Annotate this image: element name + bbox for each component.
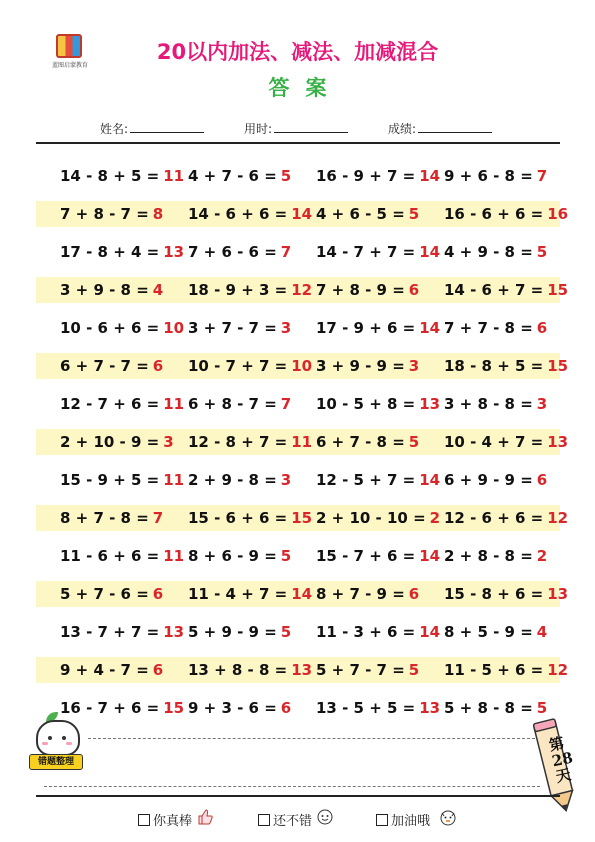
equation-item [188, 613, 291, 651]
answer-value: 14 [291, 585, 313, 603]
equation-item [60, 575, 163, 613]
equation-item [188, 157, 291, 195]
equation-text: 9 + 6 - 8 = [444, 167, 533, 185]
answer-value: 2 [536, 547, 548, 565]
equation-item [444, 271, 568, 309]
equation-item [188, 233, 291, 271]
answer-value: 6 [408, 281, 420, 299]
equation-text: 7 + 8 - 9 = [316, 281, 405, 299]
equation-text: 3 + 9 - 8 = [60, 281, 149, 299]
answer-value: 7 [280, 243, 292, 261]
notes-bottom-line [44, 786, 540, 787]
answer-value: 14 [419, 547, 441, 565]
answer-value: 14 [419, 243, 441, 261]
equation-row [36, 195, 569, 233]
equation-text: 4 + 6 - 5 = [316, 205, 405, 223]
equation-row [36, 537, 560, 575]
equation-row [36, 423, 569, 461]
answer-value: 8 [152, 205, 164, 223]
equation-item [60, 309, 184, 347]
equation-text: 11 - 6 + 6 = [60, 547, 160, 565]
equation-text: 2 + 9 - 8 = [188, 471, 277, 489]
answer-value: 14 [419, 167, 441, 185]
equation-text: 15 - 6 + 6 = [188, 509, 288, 527]
checkbox[interactable] [138, 814, 150, 826]
page-title: 20以内加法、减法、加减混合 [156, 40, 439, 64]
answer-value: 6 [536, 319, 548, 337]
equation-item [188, 195, 312, 233]
equation-item [316, 423, 419, 461]
rating-great-label: 你真棒 [153, 814, 193, 829]
answer-value: 11 [163, 167, 185, 185]
equation-item [188, 499, 312, 537]
equation-text: 10 - 7 + 7 = [188, 357, 288, 375]
answer-value: 5 [280, 623, 292, 641]
equation-text: 8 + 6 - 9 = [188, 547, 277, 565]
score-blank[interactable] [418, 120, 492, 133]
page-subtitle: 答案 [268, 76, 343, 100]
equation-item [444, 651, 568, 689]
equation-text: 14 - 8 + 5 = [60, 167, 160, 185]
rating-keep-going-label: 加油哦 [391, 814, 431, 829]
equation-text: 16 - 6 + 6 = [444, 205, 544, 223]
equation-text: 14 - 6 + 6 = [188, 205, 288, 223]
answer-value: 14 [419, 623, 441, 641]
equation-text: 7 + 6 - 6 = [188, 243, 277, 261]
equation-item [316, 461, 440, 499]
answer-value: 11 [163, 395, 185, 413]
equation-text: 5 + 7 - 6 = [60, 585, 149, 603]
equation-item [316, 689, 440, 727]
equation-text: 8 + 7 - 8 = [60, 509, 149, 527]
time-blank[interactable] [274, 120, 348, 133]
answer-value: 4 [536, 623, 548, 641]
equation-item [188, 385, 291, 423]
equation-item [60, 461, 184, 499]
equation-text: 12 - 6 + 6 = [444, 509, 544, 527]
equation-row [36, 347, 569, 385]
equation-text: 14 - 6 + 7 = [444, 281, 544, 299]
equation-item [188, 271, 312, 309]
rating-keep-going[interactable] [376, 810, 430, 829]
equation-item [316, 613, 440, 651]
answer-value: 15 [291, 509, 313, 527]
answer-grid [36, 157, 569, 727]
equation-item [188, 537, 291, 575]
equation-text: 9 + 3 - 6 = [188, 699, 277, 717]
equation-item [188, 461, 291, 499]
equation-text: 6 + 7 - 8 = [316, 433, 405, 451]
name-blank[interactable] [130, 120, 204, 133]
answer-value: 13 [163, 623, 185, 641]
equation-item [188, 347, 312, 385]
equation-text: 3 + 7 - 7 = [188, 319, 277, 337]
equation-item [188, 651, 312, 689]
equation-text: 10 - 5 + 8 = [316, 395, 416, 413]
answer-value: 5 [408, 205, 420, 223]
equation-item [316, 347, 419, 385]
name-field[interactable] [100, 120, 204, 137]
equation-row [36, 157, 560, 195]
equation-item [60, 537, 184, 575]
equation-text: 2 + 10 - 10 = [316, 509, 426, 527]
equation-text: 6 + 9 - 9 = [444, 471, 533, 489]
equation-text: 18 - 8 + 5 = [444, 357, 544, 375]
day-counter: 第28天 [547, 733, 575, 787]
equation-item [316, 537, 440, 575]
answer-value: 6 [152, 357, 164, 375]
header-divider [36, 142, 560, 144]
equation-item [316, 195, 419, 233]
equation-item [316, 575, 419, 613]
equation-item [60, 423, 174, 461]
equation-item [316, 157, 440, 195]
answer-value: 13 [419, 395, 441, 413]
equation-text: 8 + 5 - 9 = [444, 623, 533, 641]
equation-text: 10 - 4 + 7 = [444, 433, 544, 451]
equation-item [60, 347, 163, 385]
equation-text: 11 - 5 + 6 = [444, 661, 544, 679]
equation-text: 16 - 9 + 7 = [316, 167, 416, 185]
answer-value: 4 [152, 281, 164, 299]
equation-text: 11 - 3 + 6 = [316, 623, 416, 641]
cat-face-icon [36, 720, 80, 756]
equation-row [36, 499, 569, 537]
equation-row [36, 651, 569, 689]
equation-item [444, 157, 547, 195]
answer-value: 13 [419, 699, 441, 717]
equation-item [60, 271, 163, 309]
thumbs-up-icon [196, 808, 214, 826]
smile-face-icon [316, 808, 334, 826]
equation-text: 3 + 9 - 9 = [316, 357, 405, 375]
answer-value: 7 [152, 509, 164, 527]
equation-text: 5 + 8 - 8 = [444, 699, 533, 717]
answer-value: 10 [291, 357, 313, 375]
equation-item [444, 537, 547, 575]
equation-text: 3 + 8 - 8 = [444, 395, 533, 413]
equation-item [444, 423, 568, 461]
equation-text: 11 - 4 + 7 = [188, 585, 288, 603]
equation-text: 13 + 8 - 8 = [188, 661, 288, 679]
equation-row [36, 689, 560, 727]
answer-value: 5 [408, 661, 420, 679]
equation-item [316, 499, 440, 537]
equation-item [188, 423, 312, 461]
answer-value: 11 [163, 471, 185, 489]
answer-value: 13 [163, 243, 185, 261]
equation-text: 15 - 8 + 6 = [444, 585, 544, 603]
answer-value: 2 [429, 509, 441, 527]
answer-value: 5 [280, 167, 292, 185]
equation-item [444, 575, 568, 613]
equation-text: 7 + 8 - 7 = [60, 205, 149, 223]
equation-item [444, 499, 568, 537]
equation-text: 13 - 7 + 7 = [60, 623, 160, 641]
equation-item [60, 233, 184, 271]
equation-text: 8 + 7 - 9 = [316, 585, 405, 603]
equation-text: 16 - 7 + 6 = [60, 699, 160, 717]
equation-text: 4 + 9 - 8 = [444, 243, 533, 261]
equation-text: 12 - 5 + 7 = [316, 471, 416, 489]
rating-great[interactable] [138, 810, 192, 829]
answer-value: 14 [419, 319, 441, 337]
equation-text: 4 + 7 - 6 = [188, 167, 277, 185]
time-field[interactable] [244, 120, 348, 137]
answer-value: 3 [280, 319, 292, 337]
time-label: 用时: [244, 122, 273, 136]
answer-value: 5 [536, 243, 548, 261]
answer-value: 5 [536, 699, 548, 717]
answer-value: 13 [547, 433, 569, 451]
checkbox[interactable] [258, 814, 270, 826]
answer-value: 6 [152, 585, 164, 603]
equation-text: 17 - 8 + 4 = [60, 243, 160, 261]
equation-item [444, 309, 547, 347]
answer-value: 16 [547, 205, 569, 223]
answer-value: 11 [163, 547, 185, 565]
answer-value: 12 [547, 661, 569, 679]
equation-item [316, 651, 419, 689]
equation-item [60, 499, 163, 537]
equation-item [60, 613, 184, 651]
equation-text: 14 - 7 + 7 = [316, 243, 416, 261]
answer-value: 7 [280, 395, 292, 413]
cat-eye-icon [62, 736, 66, 740]
answer-value: 12 [547, 509, 569, 527]
equation-item [60, 385, 184, 423]
logo-text: 蓝图启蒙教育 [52, 62, 89, 69]
equation-text: 13 - 5 + 5 = [316, 699, 416, 717]
answer-value: 6 [152, 661, 164, 679]
score-label: 成绩: [388, 122, 417, 136]
answer-value: 6 [536, 471, 548, 489]
score-field[interactable] [388, 120, 492, 137]
equation-item [316, 271, 419, 309]
equation-item [444, 195, 568, 233]
equation-text: 5 + 7 - 7 = [316, 661, 405, 679]
equation-text: 6 + 8 - 7 = [188, 395, 277, 413]
equation-item [444, 461, 547, 499]
equation-text: 12 - 7 + 6 = [60, 395, 160, 413]
equation-row [36, 271, 569, 309]
answer-value: 15 [547, 357, 569, 375]
equation-row [36, 575, 569, 613]
equation-item [316, 309, 440, 347]
answer-value: 10 [163, 319, 185, 337]
equation-text: 10 - 6 + 6 = [60, 319, 160, 337]
equation-item [60, 157, 184, 195]
cat-eye-icon [48, 736, 52, 740]
notes-top-line [88, 738, 540, 739]
equation-text: 15 - 7 + 6 = [316, 547, 416, 565]
equation-text: 17 - 9 + 6 = [316, 319, 416, 337]
rating-good[interactable] [258, 810, 312, 829]
answer-value: 7 [536, 167, 548, 185]
equation-row [36, 613, 560, 651]
equation-item [188, 689, 291, 727]
equation-text: 5 + 9 - 9 = [188, 623, 277, 641]
answer-value: 14 [291, 205, 313, 223]
equation-text: 9 + 4 - 7 = [60, 661, 149, 679]
equation-item [444, 385, 547, 423]
answer-value: 5 [408, 433, 420, 451]
equation-text: 2 + 8 - 8 = [444, 547, 533, 565]
equation-item [444, 347, 568, 385]
answer-value: 15 [163, 699, 185, 717]
equation-item [444, 233, 547, 271]
answer-value: 3 [163, 433, 174, 451]
equation-item [444, 613, 547, 651]
equation-item [316, 233, 440, 271]
equation-text: 6 + 7 - 7 = [60, 357, 149, 375]
answer-value: 12 [291, 281, 313, 299]
answer-value: 13 [291, 661, 313, 679]
answer-value: 6 [280, 699, 292, 717]
equation-text: 15 - 9 + 5 = [60, 471, 160, 489]
error-review-badge: 错题整理 [29, 754, 83, 770]
footer-divider [36, 795, 560, 797]
equation-text: 12 - 8 + 7 = [188, 433, 288, 451]
cat-blush-icon [42, 742, 48, 745]
answer-value: 3 [408, 357, 420, 375]
rating-good-label: 还不错 [273, 814, 313, 829]
answer-value: 5 [280, 547, 292, 565]
answer-value: 3 [536, 395, 548, 413]
equation-row [36, 461, 560, 499]
equation-row [36, 309, 560, 347]
answer-value: 13 [547, 585, 569, 603]
equation-text: 2 + 10 - 9 = [60, 433, 160, 451]
equation-row [36, 385, 560, 423]
cheer-cat-icon [438, 808, 458, 828]
equation-item [188, 309, 291, 347]
answer-value: 14 [419, 471, 441, 489]
name-label: 姓名: [100, 122, 129, 136]
answer-value: 3 [280, 471, 292, 489]
checkbox[interactable] [376, 814, 388, 826]
equation-item [316, 385, 440, 423]
equation-item [188, 575, 312, 613]
equation-item [60, 195, 163, 233]
equation-text: 18 - 9 + 3 = [188, 281, 288, 299]
equation-item [60, 651, 163, 689]
answer-value: 6 [408, 585, 420, 603]
answer-value: 15 [547, 281, 569, 299]
answer-value: 11 [291, 433, 313, 451]
cat-blush-icon [66, 742, 72, 745]
equation-row [36, 233, 560, 271]
equation-text: 7 + 7 - 8 = [444, 319, 533, 337]
